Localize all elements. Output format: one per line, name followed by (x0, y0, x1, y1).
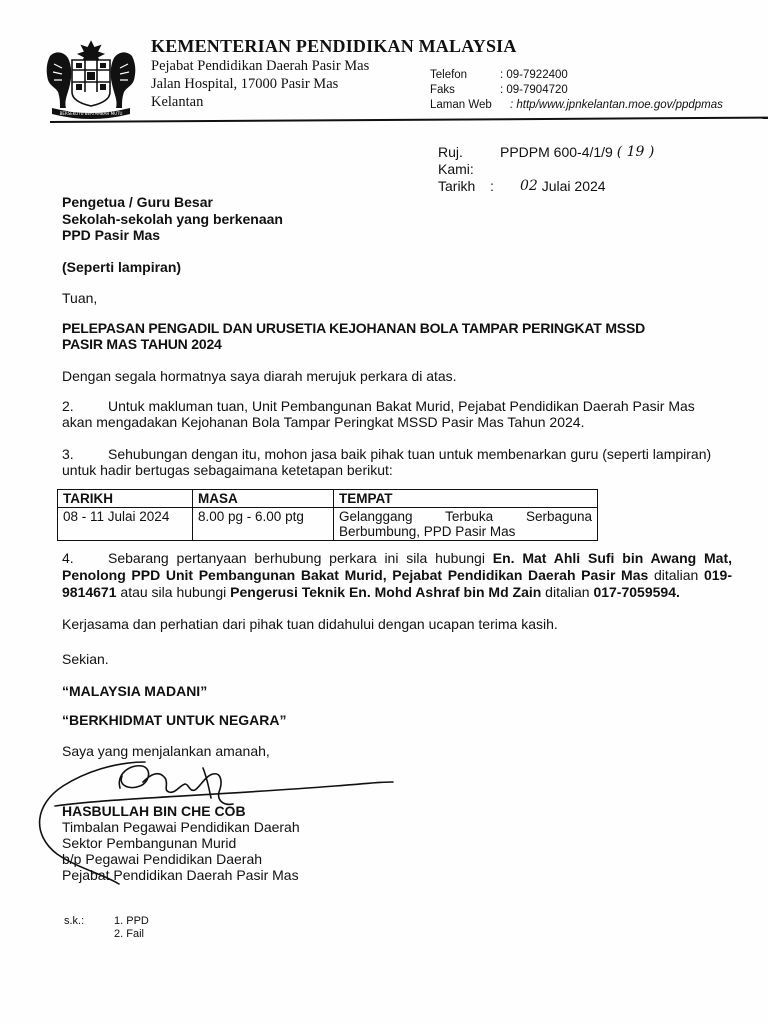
subject-line: PELEPASAN PENGADIL DAN URUSETIA KEJOHANAN BOLA TAMPAR PERINGKAT MSSD (62, 320, 645, 336)
salutation: Tuan, (62, 290, 98, 306)
address-line: Jalan Hospital, 17000 Pasir Mas (151, 76, 339, 92)
contact-phone-2: 017-7059594. (593, 584, 680, 600)
attachment-note: (Seperti lampiran) (62, 259, 182, 275)
paragraph-text: Sebarang pertanyaan berhubung perkara ini sila hubungi (108, 550, 493, 566)
reference-block (438, 144, 654, 195)
paragraph-number: 2. (62, 398, 74, 414)
handwritten-signature (25, 748, 395, 898)
schedule-table (57, 489, 598, 541)
address-line: Pejabat Pendidikan Daerah Pasir Mas (151, 58, 370, 74)
paragraph-5: Kerjasama dan perhatian dari pihak tuan didahului dengan ucapan terima kasih. (62, 616, 558, 632)
contact-block (430, 68, 723, 113)
table-cell-date: 08 - 11 Julai 2024 (58, 508, 193, 541)
motto-berkhidmat: “BERKHIDMAT UNTUK NEGARA” (62, 712, 287, 728)
table-cell-venue: Gelanggang Terbuka Serbaguna Berbumbung, PPD Pasir Mas (334, 508, 598, 541)
table-row (58, 508, 598, 541)
motto-madani: “MALAYSIA MADANI” (62, 683, 208, 699)
date-label: Tarikh (438, 178, 476, 194)
office-address (151, 57, 369, 111)
signatory-title: Sektor Pembangunan Murid (62, 835, 237, 851)
ministry-name: KEMENTERIAN PENDIDIKAN MALAYSIA (151, 36, 517, 56)
paragraph-text: ditalian (648, 567, 704, 583)
ref-number: PPDPM 600-4/1/9 (500, 144, 613, 160)
paragraph-text: Untuk makluman tuan, Unit Pembangunan Bakat Murid, Pejabat Pendidikan Daerah Pasir Mas (108, 398, 695, 414)
copy-to-list (64, 915, 149, 941)
contact-person-2: Pengerusi Teknik En. Mohd Ashraf bin Md Zain (230, 584, 542, 600)
column-header: TEMPAT (334, 490, 598, 508)
paragraph-1: Dengan segala hormatnya saya diarah merujuk perkara di atas. (62, 368, 457, 384)
ref-label: Ruj. Kami: (438, 144, 474, 177)
subject-heading (62, 320, 752, 352)
cc-label: s.k.: (64, 915, 85, 927)
paragraph-4 (62, 550, 732, 601)
contact-label: Laman Web (430, 99, 492, 111)
paragraph-3 (62, 446, 732, 478)
recipient-block (62, 194, 732, 244)
contact-label: Faks (430, 84, 455, 96)
cc-item: 1. PPD (114, 915, 149, 927)
paragraph-2 (62, 398, 732, 430)
signatory-name: HASBULLAH BIN CHE COB (62, 803, 246, 819)
sign-off: Saya yang menjalankan amanah, (62, 743, 270, 759)
paragraph-number: 3. (62, 446, 74, 462)
signatory-title: b/p Pegawai Pendidikan Daerah (62, 851, 263, 867)
paragraph-text: ditalian (541, 584, 594, 600)
fax-value: : 09-7904720 (500, 84, 568, 96)
crest-motto-text: BERSEKUTU BERTAMBAH MUTU (59, 111, 123, 116)
column-header: TARIKH (58, 490, 193, 508)
signatory-title: Pejabat Pendidikan Daerah Pasir Mas (62, 867, 299, 883)
phone-value: : 09-7922400 (500, 69, 568, 81)
recipient-line: Sekolah-sekolah yang berkenaan (62, 210, 283, 227)
ref-handwritten-number: ( 19 ) (616, 144, 655, 160)
recipient-line: PPD Pasir Mas (62, 227, 161, 243)
cc-item: 2. Fail (114, 928, 144, 940)
subject-line: PASIR MAS TAHUN 2024 (62, 336, 222, 352)
date-handwritten-day: 02 (520, 178, 538, 194)
recipient-line: Pengetua / Guru Besar (62, 194, 213, 210)
paragraph-text: akan mengadakan Kejohanan Bola Tampar Peringkat MSSD Pasir Mas Tahun 2024. (62, 414, 585, 430)
paragraph-number: 4. (62, 550, 74, 566)
contact-label: Telefon (430, 69, 468, 81)
table-cell-time: 8.00 pg - 6.00 ptg (193, 508, 334, 541)
letterhead-divider (50, 117, 768, 123)
address-line: Kelantan (151, 94, 204, 110)
contact-phone-1: 019-9814671 (62, 567, 732, 600)
paragraph-text: Sehubungan dengan itu, mohon jasa baik pihak tuan untuk membenarkan guru (seperti lampiran) (108, 446, 712, 462)
contact-person-1: En. Mat Ahli Sufi bin Awang Mat, Penolong PPD Unit Pembangunan Bakat Murid, Pejabat Pendidikan Daerah Pasir Mas (62, 550, 733, 583)
table-header-row (58, 490, 598, 508)
malaysia-coat-of-arms-logo (40, 36, 142, 120)
paragraph-text: untuk hadir bertugas sebagaimana ketetapan berikut: (62, 462, 393, 478)
date-month-year: Julai 2024 (541, 178, 606, 194)
paragraph-text: atau sila hubungi (116, 584, 231, 600)
website-value: : http/www.jpnkelantan.moe.gov/ppdpmas (510, 99, 723, 111)
column-header: MASA (193, 490, 334, 508)
closing-text: Sekian. (62, 651, 109, 667)
date-colon: : (490, 178, 494, 194)
signatory-title: Timbalan Pegawai Pendidikan Daerah (62, 819, 300, 835)
